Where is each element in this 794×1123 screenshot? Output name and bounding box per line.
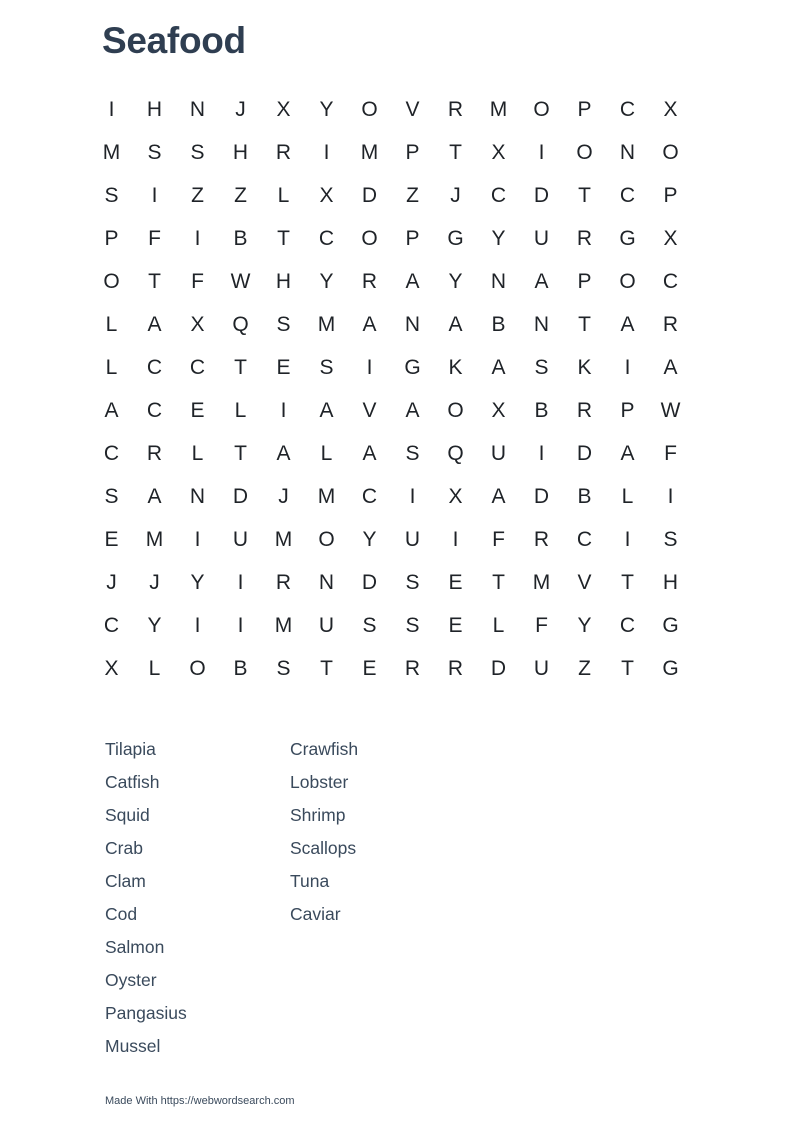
grid-cell[interactable]: J	[450, 183, 461, 207]
grid-cell[interactable]: L	[320, 441, 333, 465]
word-list-item: Scallops	[290, 838, 357, 858]
grid-cell[interactable]: C	[662, 269, 679, 293]
grid-row	[90, 217, 692, 260]
grid-cell[interactable]: S	[104, 484, 119, 508]
grid-row	[90, 518, 692, 561]
grid-cell[interactable]: C	[103, 613, 120, 637]
grid-cell[interactable]: Z	[406, 183, 419, 207]
grid-cell[interactable]: D	[361, 183, 378, 207]
grid-cell[interactable]: M	[102, 140, 121, 164]
grid-cell[interactable]: H	[232, 140, 249, 164]
grid-cell[interactable]: X	[190, 312, 205, 336]
grid-cell[interactable]: A	[362, 312, 377, 336]
grid-cell[interactable]: Y	[319, 97, 334, 121]
grid-row	[90, 303, 692, 346]
grid-row	[90, 647, 692, 690]
grid-cell[interactable]: O	[662, 140, 679, 164]
word-list-item: Tilapia	[105, 739, 156, 759]
grid-cell[interactable]: X	[663, 97, 678, 121]
grid-cell[interactable]: H	[275, 269, 292, 293]
grid-cell[interactable]: I	[151, 183, 158, 207]
grid-cell[interactable]: X	[104, 656, 119, 680]
grid-cell[interactable]: K	[448, 355, 463, 379]
grid-cell[interactable]: J	[278, 484, 289, 508]
word-list-item: Shrimp	[290, 805, 346, 825]
grid-cell[interactable]: D	[533, 183, 550, 207]
grid-cell[interactable]: O	[533, 97, 550, 121]
grid-cell[interactable]: Q	[232, 312, 249, 336]
grid-cell[interactable]: A	[620, 441, 635, 465]
grid-cell[interactable]: C	[146, 355, 163, 379]
grid-cell[interactable]: D	[232, 484, 249, 508]
grid-cell[interactable]: O	[361, 97, 378, 121]
grid-cell[interactable]: E	[104, 527, 119, 551]
grid-cell[interactable]: F	[191, 269, 204, 293]
grid-cell[interactable]: P	[577, 269, 592, 293]
grid-cell[interactable]: P	[405, 140, 420, 164]
grid-cell[interactable]: L	[105, 355, 118, 379]
grid-cell[interactable]: W	[230, 269, 251, 293]
grid-cell[interactable]: I	[538, 140, 545, 164]
grid-cell[interactable]: S	[405, 613, 420, 637]
grid-cell[interactable]: I	[366, 355, 373, 379]
grid-cell[interactable]: I	[194, 613, 201, 637]
grid-row	[90, 475, 692, 518]
grid-cell[interactable]: Y	[491, 226, 506, 250]
grid-cell[interactable]: M	[360, 140, 379, 164]
grid-cell[interactable]: I	[280, 398, 287, 422]
grid-cell[interactable]: D	[490, 656, 507, 680]
grid-cell[interactable]: M	[145, 527, 164, 551]
grid-cell[interactable]: S	[319, 355, 334, 379]
grid-cell[interactable]: I	[237, 570, 244, 594]
grid-cell[interactable]: M	[274, 527, 293, 551]
grid-cell[interactable]: C	[361, 484, 378, 508]
grid-cell[interactable]: C	[189, 355, 206, 379]
grid-cell[interactable]: E	[448, 570, 463, 594]
grid-cell[interactable]: M	[274, 613, 293, 637]
grid-row	[90, 131, 692, 174]
grid-cell[interactable]: U	[318, 613, 335, 637]
grid-cell[interactable]: J	[106, 570, 117, 594]
grid-cell[interactable]: E	[362, 656, 377, 680]
grid-row	[90, 260, 692, 303]
grid-cell[interactable]: U	[232, 527, 249, 551]
grid-cell[interactable]: O	[576, 140, 593, 164]
grid-cell[interactable]: L	[105, 312, 118, 336]
grid-cell[interactable]: I	[194, 226, 201, 250]
grid-cell[interactable]: R	[275, 570, 292, 594]
grid-cell[interactable]: V	[362, 398, 377, 422]
grid-cell[interactable]: L	[191, 441, 204, 465]
grid-cell[interactable]: A	[362, 441, 377, 465]
grid-cell[interactable]: T	[492, 570, 505, 594]
grid-cell[interactable]: P	[663, 183, 678, 207]
grid-cell[interactable]: N	[404, 312, 421, 336]
grid-cell[interactable]: S	[362, 613, 377, 637]
grid-cell[interactable]: R	[361, 269, 378, 293]
grid-cell[interactable]: L	[621, 484, 634, 508]
word-list-column	[290, 737, 358, 1067]
grid-cell[interactable]: Y	[147, 613, 162, 637]
grid-cell[interactable]: O	[318, 527, 335, 551]
page-title: Seafood	[102, 20, 246, 61]
grid-cell[interactable]: O	[361, 226, 378, 250]
grid-cell[interactable]: N	[490, 269, 507, 293]
grid-cell[interactable]: A	[448, 312, 463, 336]
grid-cell[interactable]: C	[619, 183, 636, 207]
grid-cell[interactable]: I	[538, 441, 545, 465]
word-list-item: Salmon	[105, 937, 165, 957]
grid-cell[interactable]: C	[619, 613, 636, 637]
grid-cell[interactable]: A	[620, 312, 635, 336]
grid-cell[interactable]: C	[576, 527, 593, 551]
grid-cell[interactable]: R	[275, 140, 292, 164]
grid-cell[interactable]: U	[490, 441, 507, 465]
grid-cell[interactable]: P	[405, 226, 420, 250]
grid-cell[interactable]: T	[320, 656, 333, 680]
grid-cell[interactable]: C	[146, 398, 163, 422]
grid-cell[interactable]: S	[190, 140, 205, 164]
grid-cell[interactable]: R	[404, 656, 421, 680]
grid-cell[interactable]: I	[237, 613, 244, 637]
grid-cell[interactable]: Z	[234, 183, 247, 207]
grid-cell[interactable]: Y	[448, 269, 463, 293]
grid-cell[interactable]: O	[447, 398, 464, 422]
grid-cell[interactable]: I	[194, 527, 201, 551]
grid-cell[interactable]: E	[190, 398, 205, 422]
grid-cell[interactable]: I	[409, 484, 416, 508]
word-list-item: Catfish	[105, 772, 160, 792]
word-list-item: Clam	[105, 871, 146, 891]
grid-cell[interactable]: R	[447, 656, 464, 680]
grid-cell[interactable]: O	[619, 269, 636, 293]
grid-cell[interactable]: T	[621, 570, 634, 594]
grid-cell[interactable]: B	[491, 312, 506, 336]
grid-cell[interactable]: T	[621, 656, 634, 680]
grid-cell[interactable]: A	[405, 398, 420, 422]
grid-cell[interactable]: X	[491, 398, 506, 422]
grid-cell[interactable]: I	[667, 484, 674, 508]
word-list-item: Pangasius	[105, 1003, 187, 1023]
grid-cell[interactable]: A	[491, 484, 506, 508]
word-list	[105, 737, 358, 1067]
grid-cell[interactable]: S	[276, 312, 291, 336]
grid-cell[interactable]: C	[490, 183, 507, 207]
grid-cell[interactable]: F	[148, 226, 161, 250]
grid-cell[interactable]: D	[361, 570, 378, 594]
grid-cell[interactable]: R	[576, 226, 593, 250]
grid-cell[interactable]: I	[108, 97, 115, 121]
grid-cell[interactable]: R	[447, 97, 464, 121]
grid-cell[interactable]: S	[534, 355, 549, 379]
grid-cell[interactable]: F	[535, 613, 548, 637]
grid-cell[interactable]: T	[234, 355, 247, 379]
grid-cell[interactable]: I	[624, 355, 631, 379]
grid-cell[interactable]: C	[318, 226, 335, 250]
grid-cell[interactable]: O	[103, 269, 120, 293]
word-list-item: Lobster	[290, 772, 349, 792]
grid-cell[interactable]: J	[235, 97, 246, 121]
grid-cell[interactable]: Q	[447, 441, 464, 465]
grid-cell[interactable]: H	[662, 570, 679, 594]
grid-cell[interactable]: U	[533, 656, 550, 680]
grid-cell[interactable]: C	[103, 441, 120, 465]
grid-cell[interactable]: A	[276, 441, 291, 465]
grid-cell[interactable]: A	[319, 398, 334, 422]
grid-cell[interactable]: P	[620, 398, 635, 422]
grid-cell[interactable]: F	[492, 527, 505, 551]
grid-cell[interactable]: L	[492, 613, 505, 637]
grid-cell[interactable]: N	[189, 484, 206, 508]
grid-row	[90, 604, 692, 647]
grid-cell[interactable]: L	[234, 398, 247, 422]
grid-row	[90, 432, 692, 475]
grid-cell[interactable]: L	[148, 656, 161, 680]
grid-cell[interactable]: S	[276, 656, 291, 680]
grid-cell[interactable]: M	[317, 484, 336, 508]
grid-cell[interactable]: X	[491, 140, 506, 164]
word-list-item: Squid	[105, 805, 150, 825]
grid-cell[interactable]: O	[189, 656, 206, 680]
grid-cell[interactable]: M	[489, 97, 508, 121]
grid-cell[interactable]: E	[448, 613, 463, 637]
grid-cell[interactable]: X	[319, 183, 334, 207]
grid-cell[interactable]: B	[577, 484, 592, 508]
grid-cell[interactable]: T	[578, 183, 591, 207]
grid-cell[interactable]: K	[577, 355, 592, 379]
grid-cell[interactable]: X	[448, 484, 463, 508]
grid-cell[interactable]: V	[405, 97, 420, 121]
grid-cell[interactable]: U	[404, 527, 421, 551]
grid-cell[interactable]: S	[405, 441, 420, 465]
grid-cell[interactable]: S	[147, 140, 162, 164]
grid-cell[interactable]: B	[233, 656, 248, 680]
grid-cell[interactable]: I	[452, 527, 459, 551]
grid-cell[interactable]: I	[624, 527, 631, 551]
grid-cell[interactable]: N	[189, 97, 206, 121]
grid-cell[interactable]: A	[405, 269, 420, 293]
grid-cell[interactable]: W	[660, 398, 681, 422]
grid-cell[interactable]: V	[577, 570, 592, 594]
grid-cell[interactable]: X	[276, 97, 291, 121]
grid-cell[interactable]: R	[146, 441, 163, 465]
word-list-item: Cod	[105, 904, 138, 924]
grid-cell[interactable]: A	[663, 355, 678, 379]
grid-cell[interactable]: Y	[362, 527, 377, 551]
word-list-item: Mussel	[105, 1036, 161, 1056]
word-list-column	[105, 737, 290, 1067]
grid-cell[interactable]: Y	[190, 570, 205, 594]
grid-cell[interactable]: R	[662, 312, 679, 336]
grid-cell[interactable]: A	[147, 312, 162, 336]
grid-cell[interactable]: F	[664, 441, 677, 465]
grid-cell[interactable]: Z	[191, 183, 204, 207]
grid-row	[90, 88, 692, 131]
grid-cell[interactable]: X	[663, 226, 678, 250]
word-list-item: Oyster	[105, 970, 157, 990]
grid-cell[interactable]: G	[662, 656, 679, 680]
grid-row	[90, 561, 692, 604]
grid-cell[interactable]: J	[149, 570, 160, 594]
grid-cell[interactable]: T	[449, 140, 462, 164]
grid-cell[interactable]: A	[491, 355, 506, 379]
word-list-item: Caviar	[290, 904, 341, 924]
grid-row	[90, 174, 692, 217]
grid-cell[interactable]: D	[576, 441, 593, 465]
grid-cell[interactable]: A	[147, 484, 162, 508]
grid-cell[interactable]: B	[534, 398, 549, 422]
letter-grid	[90, 88, 692, 690]
grid-cell[interactable]: R	[576, 398, 593, 422]
grid-cell[interactable]: N	[318, 570, 335, 594]
grid-row	[90, 389, 692, 432]
grid-cell[interactable]: L	[277, 183, 290, 207]
grid-cell[interactable]: M	[532, 570, 551, 594]
grid-cell[interactable]: A	[104, 398, 119, 422]
grid-cell[interactable]: N	[533, 312, 550, 336]
grid-cell[interactable]: T	[578, 312, 591, 336]
grid-row	[90, 346, 692, 389]
grid-cell[interactable]: U	[533, 226, 550, 250]
word-list-item: Crawfish	[290, 739, 359, 759]
word-list-item: Crab	[105, 838, 143, 858]
grid-cell[interactable]: T	[234, 441, 247, 465]
grid-cell[interactable]: I	[323, 140, 330, 164]
grid-cell[interactable]: Z	[578, 656, 591, 680]
grid-cell[interactable]: H	[146, 97, 163, 121]
grid-cell[interactable]: G	[662, 613, 679, 637]
grid-cell[interactable]: D	[533, 484, 550, 508]
grid-cell[interactable]: T	[277, 226, 290, 250]
grid-cell[interactable]: P	[104, 226, 119, 250]
grid-cell[interactable]: S	[405, 570, 420, 594]
grid-cell[interactable]: G	[404, 355, 421, 379]
footer-credit: Made With https://webwordsearch.com	[105, 1095, 295, 1107]
grid-cell[interactable]: N	[619, 140, 636, 164]
grid-cell[interactable]: P	[577, 97, 592, 121]
grid-cell[interactable]: E	[276, 355, 291, 379]
grid-cell[interactable]: B	[233, 226, 248, 250]
grid-cell[interactable]: Y	[319, 269, 334, 293]
grid-cell[interactable]: G	[619, 226, 636, 250]
grid-cell[interactable]: T	[148, 269, 161, 293]
grid-cell[interactable]: S	[663, 527, 678, 551]
grid-cell[interactable]: S	[104, 183, 119, 207]
grid-cell[interactable]: R	[533, 527, 550, 551]
grid-cell[interactable]: M	[317, 312, 336, 336]
grid-cell[interactable]: G	[447, 226, 464, 250]
grid-cell[interactable]: Y	[577, 613, 592, 637]
word-list-item: Tuna	[290, 871, 330, 891]
grid-cell[interactable]: C	[619, 97, 636, 121]
grid-cell[interactable]: A	[534, 269, 549, 293]
